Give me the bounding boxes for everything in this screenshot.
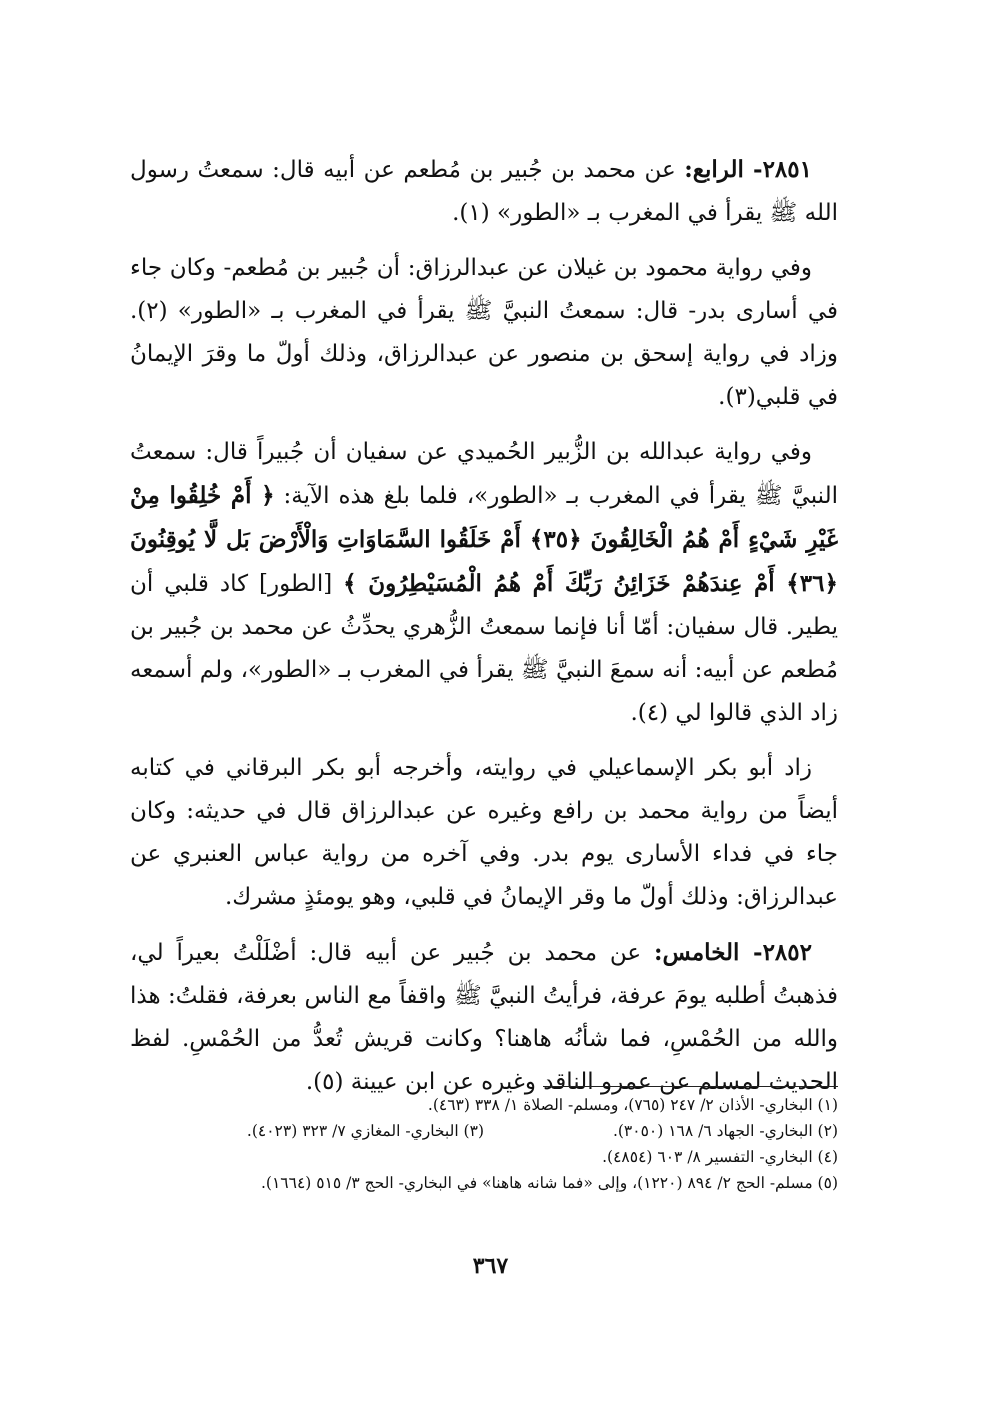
footnote-2: (٢) البخاري- الجهاد ٦/ ١٦٨ (٣٠٥٠). — [612, 1122, 838, 1140]
footnote-3: (٣) البخاري- المغازي ٧/ ٣٢٣ (٤٠٢٣). — [246, 1122, 484, 1140]
paragraph-text: وفي رواية عبدالله بن الزُّبير الحُميدي عن سفيان أن جُبيراً قال: سمعتُ النبيَّ ﷺ يقرأ في المغرب بـ «الطور»، فلما بلغ هذه الآية: — [130, 439, 838, 509]
footnote-1: (١) البخاري- الأذان ٢/ ٢٤٧ (٧٦٥)، ومسلم- الصلاة ١/ ٣٣٨ (٤٦٣). — [427, 1096, 838, 1114]
footnote-row-2-3 — [130, 1118, 838, 1144]
paragraph-riwaya-humaydi — [130, 431, 838, 735]
paragraph-hadith-2851 — [130, 148, 838, 235]
paragraph-ziyada-ismaili — [130, 747, 838, 919]
quran-verse: ﴿ أَمْ خُلِقُوا مِنْ غَيْرِ شَيْءٍ أَمْ هُمُ الْخَالِقُونَ ﴿٣٥﴾ أَمْ خَلَقُوا السَّمَاوَاتِ وَالْأَرْضَ بَل لَّا يُوقِنُونَ ﴿٣٦﴾ أَمْ عِندَهُمْ خَزَائِنُ رَبِّكَ أَمْ هُمُ الْمُسَيْطِرُونَ ﴾ — [130, 482, 838, 597]
footnote-4: (٤) البخاري- التفسير ٨/ ٦٠٣ (٤٨٥٤). — [602, 1148, 838, 1166]
footnote-5: (٥) مسلم- الحج ٢/ ٨٩٤ (١٢٢٠)، وإلى «فما شانه هاهنا» في البخاري- الحج ٣/ ٥١٥ (١٦٦٤). — [260, 1174, 838, 1192]
paragraph-text: وفي رواية محمود بن غيلان عن عبدالرزاق: أن جُبير بن مُطعم- وكان جاء في أسارى بدر- قال: سمعتُ النبيَّ ﷺ يقرأ في المغرب بـ «الطور» (٢). وزاد في رواية إسحق بن منصور عن عبدالرزاق، وذلك أولّ ما وقرَ الإيمانُ في قلبي(٣). — [130, 255, 838, 410]
hadith-number: ٢٨٥٢- الخامس: — [654, 939, 812, 966]
footnote-divider — [543, 1086, 838, 1087]
paragraph-text: زاد أبو بكر الإسماعيلي في روايته، وأخرجه أبو بكر البرقاني في كتابه أيضاً من رواية محمد بن رافع وغيره عن عبدالرزاق قال في حديثه: وكان جاء في فداء الأسارى يوم بدر. وفي آخره من رواية عباس العنبري عن عبدالرزاق: وذلك أولّ ما وقر الإيمانُ في قلبي، وهو يومئذٍ مشرك. — [130, 755, 838, 910]
paragraph-hadith-2852 — [130, 931, 838, 1104]
paragraph-text: [الطور] كاد قلبي أن يطير. قال سفيان: أمّا أنا فإنما سمعتُ الزُّهري يحدِّثُ عن محمد بن جُبير بن مُطعم عن أبيه: أنه سمعَ النبيَّ ﷺ يقرأ في المغرب بـ «الطور»، ولم أسمعه زاد الذي قالوا لي (٤). — [130, 571, 838, 726]
paragraph-riwaya-mahmud — [130, 247, 838, 419]
hadith-number: ٢٨٥١- الرابع: — [684, 156, 812, 183]
paragraph-text: عن محمد بن جُبير بن مُطعم عن أبيه قال: سمعتُ رسول الله ﷺ يقرأ في المغرب بـ «الطور» (١). — [130, 157, 838, 226]
footnotes — [130, 1092, 838, 1196]
page-number: ٣٦٧ — [472, 1253, 509, 1279]
paragraph-text: عن محمد بن جُبير عن أبيه قال: أضْلَلْتُ بعيراً لي، فذهبتُ أطلبه يومَ عرفة، فرأيتُ النبيَّ ﷺ واقفاً مع الناس بعرفة، فقلتُ: هذا والله من الحُمْسِ، فما شأنُه هاهنا؟ وكانت قريش تُعدُّ من الحُمْسِ. لفظ الحديث لمسلم عن عمرو الناقد وغيره عن ابن عيينة (٥). — [130, 940, 838, 1095]
